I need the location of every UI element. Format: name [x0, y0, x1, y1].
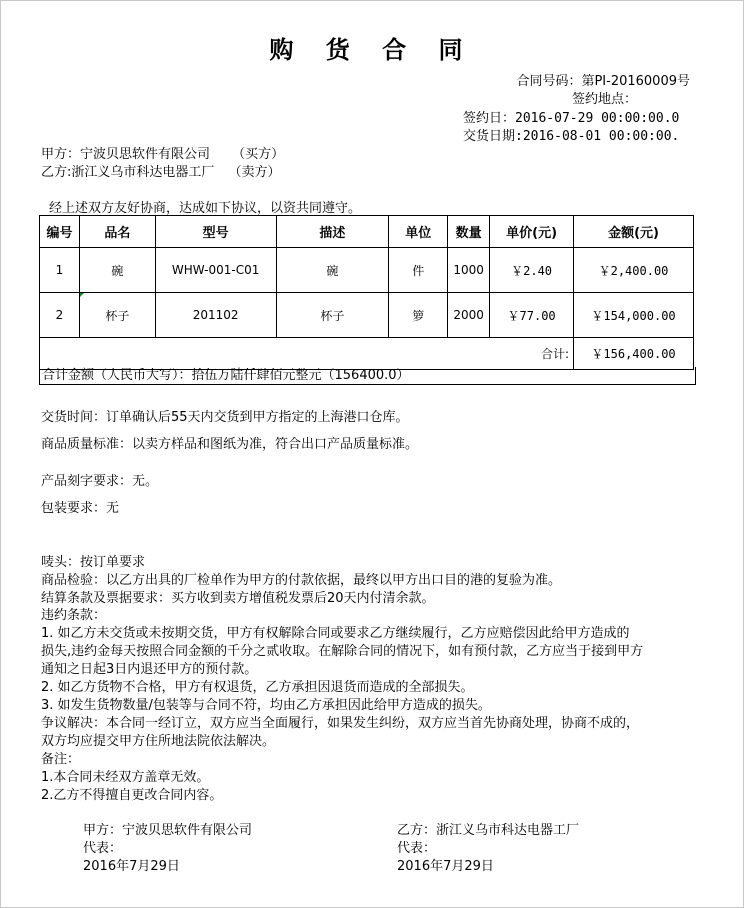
buyer-name: 甲方：宁波贝思软件有限公司: [41, 147, 211, 162]
breach-clause-1-cont: 损失,违约金每天按照合同金额的千分之贰收取。在解除合同的情况下，如有预付款，乙方应当于接到甲方: [41, 644, 644, 659]
remark-1: 1.本合同未经双方盖章无效。: [41, 770, 210, 785]
seller-representative: 代表：: [397, 841, 437, 856]
delivery-time: 交货时间：订单确认后55天内交货到甲方指定的上海港口仓库。: [41, 410, 409, 425]
buyer-party: [41, 143, 284, 162]
buyer-role: （买方）: [232, 147, 285, 162]
sign-place: 签约地点：: [572, 92, 638, 107]
col-header-qty: 数量: [448, 216, 490, 248]
breach-clause-2: 2. 如乙方货物不合格，甲方有权退货，乙方承担因退货而造成的全部损失。: [41, 680, 474, 695]
quality-standard: 商品质量标准：以卖方样品和图纸为准，符合出口产品质量标准。: [41, 437, 419, 452]
cell-name: [79, 293, 155, 338]
table-header-row: [40, 216, 694, 248]
seller-party: [41, 161, 281, 180]
cell-name-text: 杯子: [105, 308, 130, 323]
col-header-no: 编号: [40, 216, 80, 248]
cell-qty: 2000: [448, 293, 490, 338]
delivery-date: 交货日期:2016-08-01 00:00:00.: [463, 129, 680, 144]
seller-role: （卖方）: [228, 165, 281, 180]
breach-title: 违约条款：: [41, 608, 107, 623]
packaging-requirement: 包装要求：无: [41, 501, 120, 516]
cell-no: 2: [40, 293, 80, 338]
buyer-signature: 甲方：宁波贝思软件有限公司: [83, 823, 253, 838]
cell-price: ￥2.40: [490, 248, 574, 293]
col-header-amount: 金额(元): [574, 216, 694, 248]
seller-signature: 乙方：浙江义乌市科达电器工厂: [397, 823, 580, 838]
contract-title: 购 货 合 同: [269, 35, 475, 64]
table-row: [40, 248, 694, 293]
breach-clause-1-end: 通知之日起3日内退还甲方的预付款。: [41, 662, 258, 677]
seller-sign-date: 2016年7月29日: [397, 859, 494, 874]
cell-name: 碗: [79, 248, 155, 293]
shipping-mark: 唛头：按订单要求: [41, 555, 146, 570]
total-value: ￥156,400.00: [574, 338, 694, 370]
cell-desc: 杯子: [276, 293, 389, 338]
cell-amount: ￥2,400.00: [574, 248, 694, 293]
engraving-requirement: 产品刻字要求：无。: [41, 474, 159, 489]
seller-name: 乙方:浙江义乌市科达电器工厂: [41, 165, 215, 180]
breach-clause-3: 3. 如发生货物数量/包装等与合同不符，均由乙方承担因此给甲方造成的损失。: [41, 698, 491, 713]
inspection-clause: 商品检验：以乙方出具的厂检单作为甲方的付款依据，最终以甲方出口目的港的复验为准。: [41, 573, 562, 588]
intro-text: 经上述双方友好协商，达成如下协议，以资共同遵守。: [49, 201, 362, 216]
cell-price: ￥77.00: [490, 293, 574, 338]
col-header-name: 品名: [79, 216, 155, 248]
cell-amount: ￥154,000.00: [574, 293, 694, 338]
buyer-sign-date: 2016年7月29日: [83, 859, 180, 874]
dispute-clause-cont: 双方均应提交甲方住所地法院依法解决。: [41, 734, 276, 749]
cell-model: WHW-001-C01: [155, 248, 276, 293]
total-row: [40, 338, 694, 370]
col-header-desc: 描述: [276, 216, 389, 248]
col-header-model: 型号: [155, 216, 276, 248]
cell-desc: 碗: [276, 248, 389, 293]
cell-qty: 1000: [448, 248, 490, 293]
col-header-price: 单价(元): [490, 216, 574, 248]
cell-model: 201102: [155, 293, 276, 338]
remarks-title: 备注：: [41, 752, 81, 767]
breach-clause-1: 1. 如乙方未交货或未按期交货，甲方有权解除合同或要求乙方继续履行，乙方应赔偿因此给甲方造成的: [41, 626, 630, 641]
col-header-unit: 单位: [389, 216, 448, 248]
settlement-clause: 结算条款及票据要求：买方收到卖方增值税发票后20天内付清余款。: [41, 591, 435, 606]
contract-number: 合同号码：第PI-20160009号: [516, 74, 690, 89]
dispute-clause: 争议解决：本合同一经订立，双方应当全面履行，如果发生纠纷，双方应当首先协商处理，协商不成的，: [41, 716, 640, 731]
sign-date: 签约日：2016-07-29 00:00:00.0: [463, 111, 680, 126]
cell-unit: 箩: [389, 293, 448, 338]
comment-marker-icon: [80, 293, 84, 297]
table-row: [40, 293, 694, 338]
remark-2: 2.乙方不得擅自更改合同内容。: [41, 788, 223, 803]
goods-table: [39, 215, 694, 370]
cell-no: 1: [40, 248, 80, 293]
amount-in-words: 合计金额（人民币大写）：拾伍万陆仟肆佰元整元（156400.0）: [39, 367, 696, 385]
buyer-representative: 代表：: [83, 841, 123, 856]
total-label: 合计:: [40, 338, 574, 370]
cell-unit: 件: [389, 248, 448, 293]
